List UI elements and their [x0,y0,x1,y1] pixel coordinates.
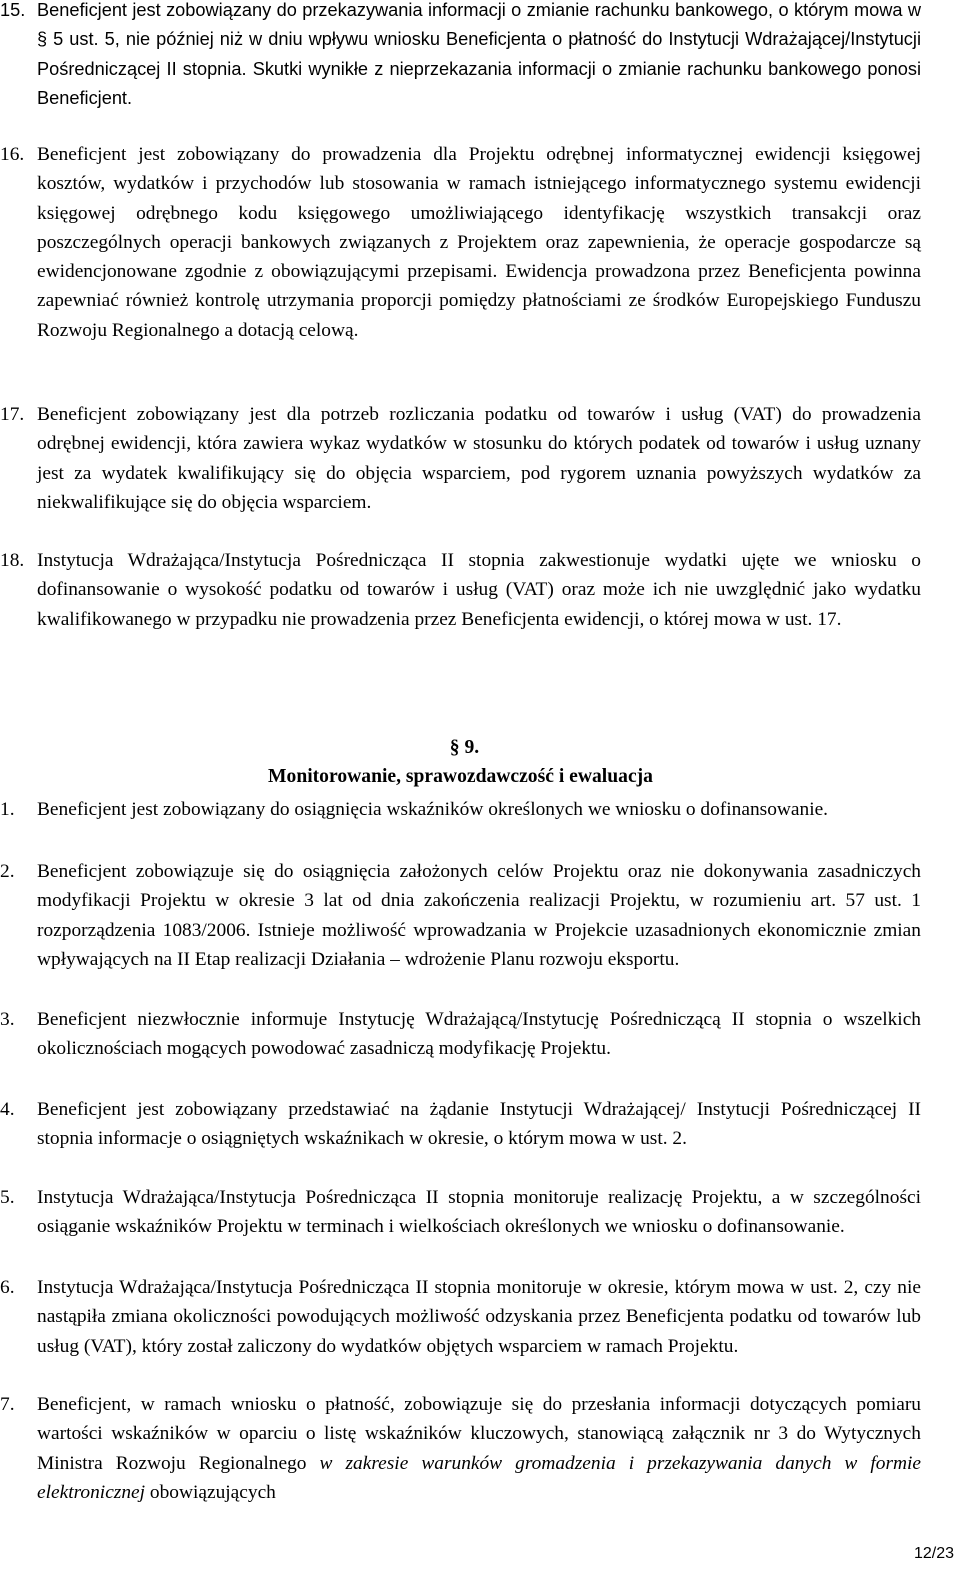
item-number: 4. [0,1099,15,1120]
item-text: Beneficjent jest zobowiązany przedstawiać na żądanie Instytucji Wdrażającej/ Instytucji Pośredniczącej II stopnia informacje o osiągniętych wskaźnikach w okresie, o którym mowa w ust. 2. [37,1099,921,1150]
item-number: 3. [0,1009,15,1030]
item-number: 1. [0,799,15,820]
item-text: Beneficjent zobowiązuje się do osiągnięcia założonych celów Projektu oraz nie dokonywania zasadniczych modyfikacji Projektu w okresie 3 lat od dnia zakończenia realizacji Projektu, w rozumieniu art. 57 ust. 1 rozporządzenia 1083/2006. Istnieje możliwość wprowadzania w Projekcie uzasadnionych ekonomicznie zmian wpływających na II Etap realizacji Działania – wdrożenie Planu rozwoju eksportu. [37,861,921,970]
item-text: Beneficjent jest zobowiązany do osiągnięcia wskaźników określonych we wniosku o dofinansowanie. [37,799,829,820]
item-text: Beneficjent zobowiązany jest dla potrzeb rozliczania podatku od towarów i usług (VAT) do prowadzenia odrębnej ewidencji, która zawiera wykaz wydatków w stosunku do których podatek od towarów i usług uznany jest za wydatek kwalifikujący się do objęcia wsparciem, pod rygorem uznania powyższych wydatków za niekwalifikujące się do objęcia wsparciem. [37,404,921,513]
section-number: § 9. [449,737,480,758]
item-text: Instytucja Wdrażająca/Instytucja Pośrednicząca II stopnia monitoruje realizację Projektu, a w szczególności osiąganie wskaźników Projektu w terminach i wielkościach określonych we wniosku o dofinansowanie. [37,1187,921,1238]
list-item-5 [0,1183,921,1242]
item-text-end: obowiązujących [145,1481,276,1503]
list-item-6 [0,1273,921,1361]
section-heading [0,733,921,791]
item-text: Beneficjent niezwłocznie informuje Instytucję Wdrażającą/Instytucję Pośredniczącą II stopnia o wszelkich okolicznościach mogących powodować zasadniczą modyfikację Projektu. [37,1009,921,1060]
item-text-italic: w zakresie warunków gromadzenia i przekazywania danych w formie elektronicznej [37,1452,922,1503]
item-text: Beneficjent jest zobowiązany do przekazywania informacji o zmianie rachunku bankowego, o którym mowa w § 5 ust. 5, nie później niż w dniu wpływu wniosku Beneficjenta o płatność do Instytucji Wdrażającej/Instytucji Pośredniczącej II stopnia. Skutki wynikłe z nieprzekazania informacji o zmianie rachunku bankowego ponosi Beneficjent. [37,0,921,108]
item-number: 7. [0,1394,15,1415]
item-number: 2. [0,861,15,882]
item-text: Instytucja Wdrażająca/Instytucja Pośrednicząca II stopnia monitoruje w okresie, którym mowa w ust. 2, czy nie nastąpiła zmiana okoliczności powodujących możliwość odzyskania przez Beneficjenta podatku od towarów lub usług (VAT), który został zaliczony do wydatków objętych wsparciem w ramach Projektu. [37,1277,921,1357]
page-number: 12/23 [913,1545,954,1562]
item-text: Beneficjent jest zobowiązany do prowadzenia dla Projektu odrębnej informatycznej ewidencji księgowej kosztów, wydatków i przychodów lub stosowania w ramach istniejącego informatycznego systemu ewidencji księgowej odrębnego kodu księgowego umożliwiającego identyfikację wszystkich transakcji oraz poszczególnych operacji bankowych związanych z Projektem oraz zapewnienia, że operacje gospodarcze są ewidencjonowane zgodnie z obowiązującymi przepisami. Ewidencja prowadzona przez Beneficjenta powinna zapewniać również kontrolę utrzymania proporcji pomiędzy płatnościami ze środków Europejskiego Funduszu Rozwoju Regionalnego a dotacją celową. [37,144,921,341]
list-item-1 [0,795,921,824]
list-item-4 [0,1095,921,1154]
item-number: 18. [0,550,25,571]
list-item-16 [0,140,921,345]
section-title: Monitorowanie, sprawozdawczość i ewaluacja [268,766,653,787]
item-number: 15. [0,0,26,20]
list-item-7 [0,1390,921,1507]
list-item-18 [0,546,921,634]
item-number: 6. [0,1277,15,1298]
list-item-2 [0,857,921,974]
list-item-3 [0,1005,921,1064]
item-text-start: Beneficjent, w ramach wniosku o płatność, zobowiązuje się do przesłania informacji dotyczących pomiaru wartości wskaźników w oparciu o listę wskaźników kluczowych, stanowiącą załącznik nr 3 do Wytycznych Ministra Rozwoju Regionalnego [37,1394,921,1474]
item-number: 17. [0,404,25,425]
item-number: 16. [0,144,25,165]
list-item-15 [0,0,921,113]
list-item-17 [0,400,921,517]
item-number: 5. [0,1187,15,1208]
item-text: Instytucja Wdrażająca/Instytucja Pośrednicząca II stopnia zakwestionuje wydatki ujęte we wniosku o dofinansowanie o wysokość podatku od towarów i usług (VAT) oraz może ich nie uwzględnić jako wydatku kwalifikowanego w przypadku nie prowadzenia przez Beneficjenta ewidencji, o której mowa w ust. 17. [37,550,921,630]
item-text [37,1390,921,1507]
